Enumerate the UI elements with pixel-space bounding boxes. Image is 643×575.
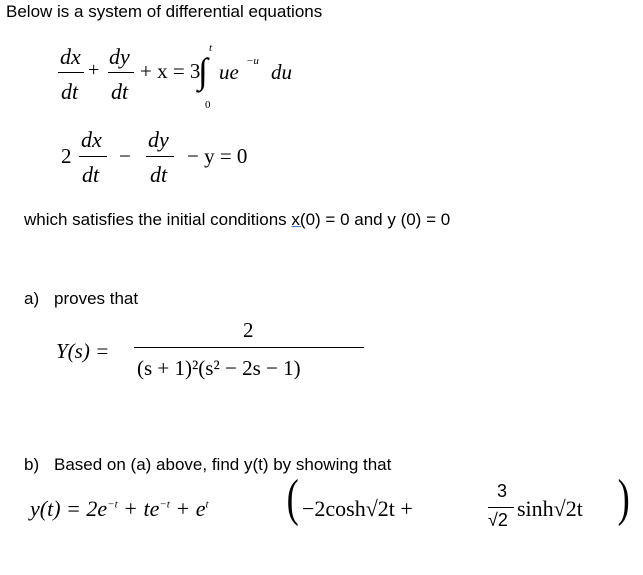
conditions-pre: which satisfies the initial conditions: [24, 210, 292, 229]
yt-term2: + te: [117, 496, 160, 521]
conditions-underlined: x(: [291, 210, 306, 229]
eq2-num2: dy: [148, 127, 169, 152]
yt-paren-content: −2cosh√2t +: [302, 496, 413, 521]
ys-fraction-bar: [134, 347, 364, 348]
part-a-label: a): [24, 289, 40, 308]
eq1-int-lower: 0: [205, 99, 211, 111]
eq1-num1: dx: [60, 44, 81, 69]
part-b-text: Based on (a) above, find y(t) by showing that: [54, 455, 392, 474]
paren-left: (: [286, 470, 299, 527]
eq1-num2: dy: [109, 44, 130, 69]
yt-exp3: t: [205, 498, 209, 511]
yt-exp2: −t: [159, 498, 170, 511]
ys-denominator: (s + 1)²(s² − 2s − 1): [137, 356, 301, 380]
eq1-exponent: −u: [246, 55, 259, 67]
yt-line: [30, 496, 209, 522]
eq1-den2: dt: [111, 79, 129, 104]
eq1-den1: dt: [61, 79, 79, 104]
eq1-fraction-bar-2: [108, 72, 134, 73]
yt-exp1: −t: [107, 498, 118, 511]
ys-lhs: Y(s) =: [56, 339, 110, 363]
eq2-den2: dt: [150, 162, 168, 187]
yt-tail: sinh√2t: [517, 496, 583, 521]
eq1-fraction-bar-1: [58, 72, 84, 73]
yt-frac-den: √2: [488, 510, 508, 530]
eq2-den1: dt: [82, 162, 100, 187]
part-a-text: proves that: [54, 289, 139, 308]
integral-sign: ∫: [198, 51, 208, 91]
eq2-num1: dx: [81, 127, 102, 152]
eq1-plus: +: [88, 59, 100, 81]
yt-frac-num: 3: [497, 481, 508, 501]
initial-conditions: [24, 210, 450, 230]
yt-lhs: y(t) = 2e: [30, 496, 108, 521]
eq2-fraction-bar-1: [79, 156, 107, 157]
yt-term3: + e: [169, 496, 206, 521]
eq2-minus: −: [119, 144, 131, 168]
yt-fraction-bar: [488, 507, 514, 508]
eq2-rest: − y = 0: [187, 144, 248, 168]
intro-text: Below is a system of differential equations: [6, 2, 323, 21]
conditions-post: 0) = 0 and y (0) = 0: [305, 210, 451, 229]
eq2-fraction-bar-2: [146, 156, 174, 157]
eq1-middle: + x = 3: [140, 59, 201, 83]
part-b-label: b): [24, 455, 40, 474]
paren-right: ): [617, 470, 630, 527]
eq1-integrand: ue: [219, 60, 239, 84]
eq1-du: du: [271, 60, 292, 84]
eq1-int-upper: t: [209, 42, 213, 54]
eq2-coef: 2: [61, 144, 72, 168]
ys-numerator: 2: [243, 318, 254, 342]
